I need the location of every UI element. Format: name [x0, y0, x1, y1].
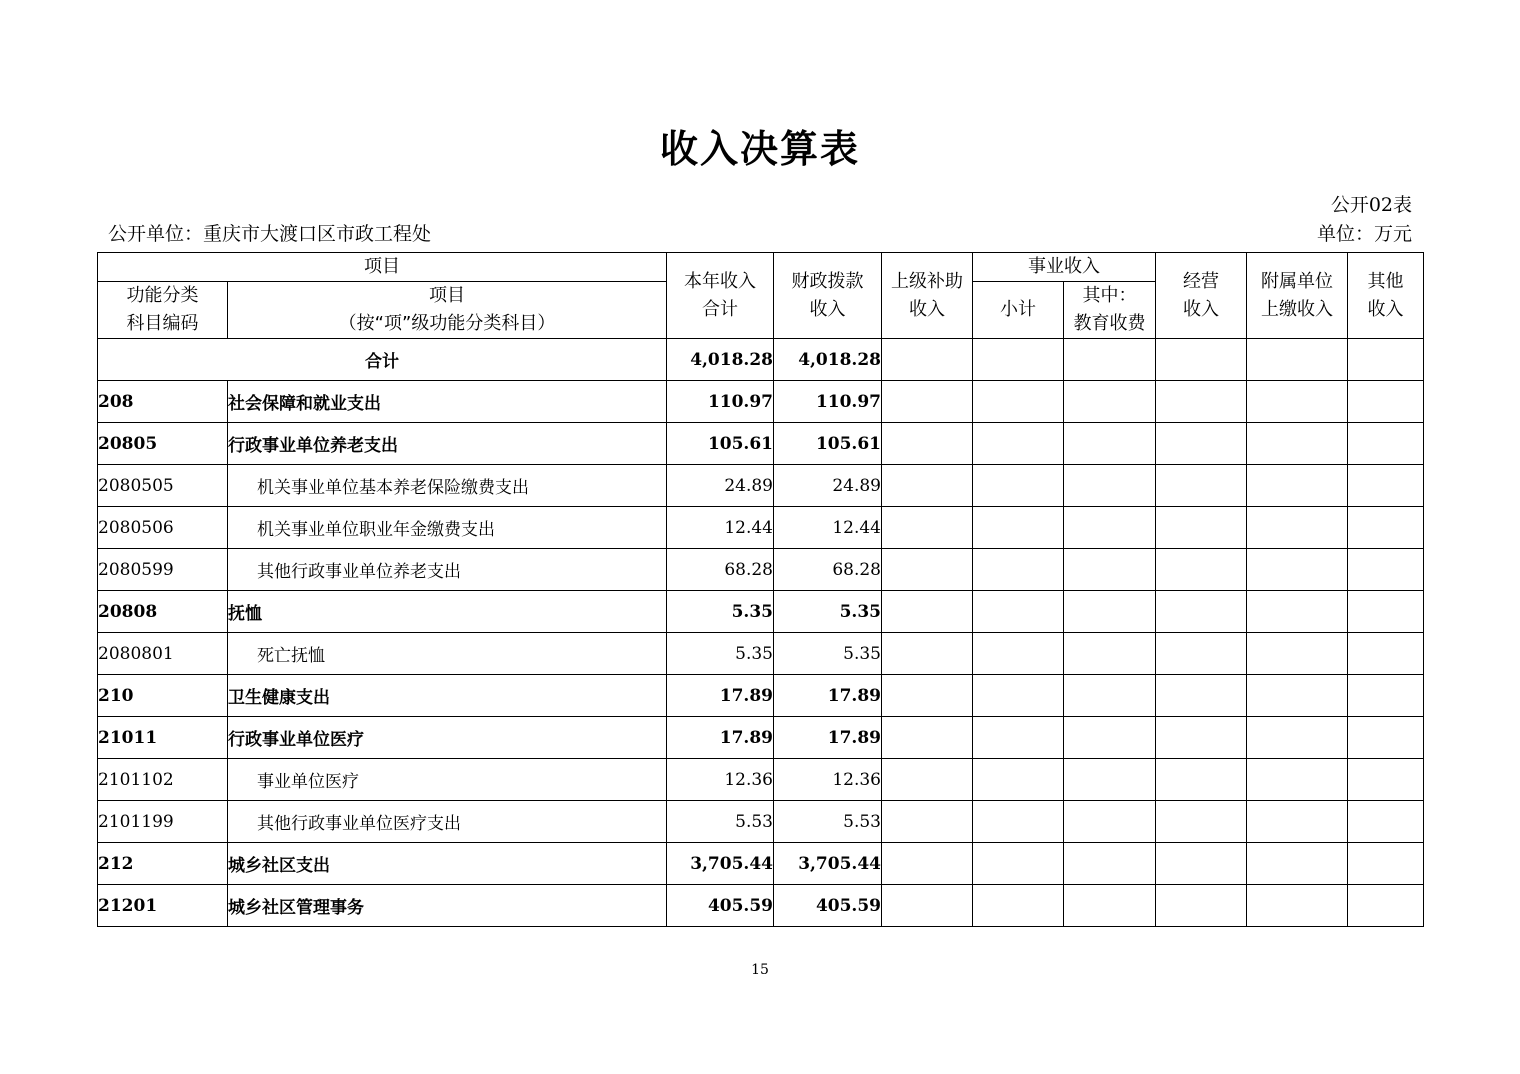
code-cell: 212: [98, 843, 228, 885]
empty-cell: [973, 843, 1064, 885]
table-row: [98, 675, 1424, 717]
empty-cell: [1247, 465, 1348, 507]
empty-cell: [973, 465, 1064, 507]
header-affiliated-unit-income: 附属单位 上缴收入: [1247, 253, 1348, 339]
empty-cell: [1247, 675, 1348, 717]
header-fiscal-appropriation: 财政拨款 收入: [774, 253, 882, 339]
empty-cell: [1064, 633, 1156, 675]
empty-cell: [1156, 633, 1247, 675]
empty-cell: [1156, 717, 1247, 759]
empty-cell: [1064, 801, 1156, 843]
table-row: [98, 843, 1424, 885]
item-name-cell: 城乡社区管理事务: [228, 885, 667, 927]
empty-cell: [1348, 507, 1424, 549]
empty-cell: [1247, 423, 1348, 465]
empty-cell: [1348, 423, 1424, 465]
header-education-fee: 其中： 教育收费: [1064, 282, 1156, 339]
empty-cell: [1064, 549, 1156, 591]
item-name-cell: 死亡抚恤: [228, 633, 667, 675]
header-project: 项目: [98, 253, 667, 282]
empty-cell: [882, 381, 973, 423]
empty-cell: [1348, 633, 1424, 675]
item-name-cell: 机关事业单位基本养老保险缴费支出: [228, 465, 667, 507]
empty-cell: [882, 843, 973, 885]
empty-cell: [1156, 885, 1247, 927]
total-label: 合计: [98, 339, 667, 381]
reporting-unit: 公开单位：重庆市大渡口区市政工程处: [108, 223, 432, 245]
code-cell: 2080801: [98, 633, 228, 675]
empty-cell: [1156, 843, 1247, 885]
total-income-cell: 405.59: [667, 885, 774, 927]
fiscal-appropriation-cell: 68.28: [774, 549, 882, 591]
total-income-cell: 24.89: [667, 465, 774, 507]
header-business-income: 事业收入: [973, 253, 1156, 282]
empty-cell: [1247, 843, 1348, 885]
item-name-cell: 行政事业单位医疗: [228, 717, 667, 759]
item-name-cell: 其他行政事业单位养老支出: [228, 549, 667, 591]
code-cell: 21201: [98, 885, 228, 927]
table-row: [98, 717, 1424, 759]
empty-cell: [1348, 381, 1424, 423]
income-settlement-table: [97, 252, 1424, 927]
fiscal-appropriation-cell: 5.35: [774, 591, 882, 633]
empty-cell: [1247, 633, 1348, 675]
empty-cell: [882, 591, 973, 633]
total-income-cell: 12.44: [667, 507, 774, 549]
empty-cell: [882, 675, 973, 717]
fiscal-appropriation-cell: 12.36: [774, 759, 882, 801]
total-income-cell: 5.35: [667, 633, 774, 675]
empty-cell: [1156, 381, 1247, 423]
total-income-cell: 12.36: [667, 759, 774, 801]
empty-cell: [1064, 507, 1156, 549]
empty-cell: [1348, 675, 1424, 717]
empty-cell: [1064, 381, 1156, 423]
total-income-cell: 17.89: [667, 717, 774, 759]
code-cell: 20805: [98, 423, 228, 465]
empty-cell: [973, 381, 1064, 423]
code-cell: 2080505: [98, 465, 228, 507]
header-other-income: 其他 收入: [1348, 253, 1424, 339]
header-total-income: 本年收入 合计: [667, 253, 774, 339]
page-number: 15: [751, 962, 769, 978]
empty-cell: [1156, 423, 1247, 465]
empty-cell: [1064, 675, 1156, 717]
table-row: [98, 885, 1424, 927]
total-income-cell: 110.97: [667, 381, 774, 423]
empty-cell: [1156, 591, 1247, 633]
empty-cell: [1156, 675, 1247, 717]
empty-cell: [882, 759, 973, 801]
item-name-cell: 行政事业单位养老支出: [228, 423, 667, 465]
table-row: [98, 591, 1424, 633]
table-row: [98, 423, 1424, 465]
total-income-cell: 5.53: [667, 801, 774, 843]
empty-cell: [882, 717, 973, 759]
code-cell: 210: [98, 675, 228, 717]
item-name-cell: 城乡社区支出: [228, 843, 667, 885]
empty-cell: [1247, 801, 1348, 843]
empty-cell: [1348, 549, 1424, 591]
empty-cell: [1156, 759, 1247, 801]
total-income-cell: 68.28: [667, 549, 774, 591]
empty-cell: [1156, 465, 1247, 507]
item-name-cell: 社会保障和就业支出: [228, 381, 667, 423]
header-subtotal: 小计: [973, 282, 1064, 339]
empty-cell: [973, 549, 1064, 591]
empty-cell: [882, 633, 973, 675]
empty-cell: [1064, 591, 1156, 633]
empty-cell: [1247, 507, 1348, 549]
empty-cell: [1156, 549, 1247, 591]
empty-cell: [973, 801, 1064, 843]
code-cell: 2101102: [98, 759, 228, 801]
header-operating-income: 经营 收入: [1156, 253, 1247, 339]
empty-cell: [882, 423, 973, 465]
item-name-cell: 其他行政事业单位医疗支出: [228, 801, 667, 843]
page-title: 收入决算表: [659, 127, 860, 171]
total-income-cell: 17.89: [667, 675, 774, 717]
table-row: [98, 465, 1424, 507]
empty-cell: [1064, 717, 1156, 759]
empty-cell: [1064, 759, 1156, 801]
fiscal-appropriation-cell: 405.59: [774, 885, 882, 927]
table-row: [98, 381, 1424, 423]
item-name-cell: 抚恤: [228, 591, 667, 633]
empty-cell: [1348, 759, 1424, 801]
empty-cell: [1064, 885, 1156, 927]
code-cell: 2080599: [98, 549, 228, 591]
empty-cell: [1156, 801, 1247, 843]
fiscal-appropriation-cell: 24.89: [774, 465, 882, 507]
empty-cell: [882, 885, 973, 927]
empty-cell: [973, 717, 1064, 759]
total-income-value: 4,018.28: [667, 339, 774, 381]
table-row: [98, 507, 1424, 549]
code-cell: 208: [98, 381, 228, 423]
empty-cell: [882, 549, 973, 591]
empty-cell: [1247, 549, 1348, 591]
total-income-cell: 3,705.44: [667, 843, 774, 885]
empty-cell: [1348, 591, 1424, 633]
empty-cell: [1156, 507, 1247, 549]
empty-cell: [1247, 381, 1348, 423]
table-row: [98, 759, 1424, 801]
item-name-cell: 卫生健康支出: [228, 675, 667, 717]
fiscal-appropriation-cell: 12.44: [774, 507, 882, 549]
item-name-cell: 事业单位医疗: [228, 759, 667, 801]
empty-cell: [1348, 801, 1424, 843]
empty-cell: [1348, 843, 1424, 885]
empty-cell: [973, 423, 1064, 465]
fiscal-appropriation-cell: 17.89: [774, 675, 882, 717]
empty-cell: [973, 675, 1064, 717]
currency-unit: 单位：万元: [1316, 223, 1412, 245]
empty-cell: [1348, 717, 1424, 759]
empty-cell: [1064, 423, 1156, 465]
empty-cell: [1064, 465, 1156, 507]
empty-cell: [1064, 843, 1156, 885]
fiscal-appropriation-cell: 5.53: [774, 801, 882, 843]
empty-cell: [1247, 591, 1348, 633]
table-row: [98, 633, 1424, 675]
table-row: [98, 801, 1424, 843]
total-fiscal-value: 4,018.28: [774, 339, 882, 381]
code-cell: 21011: [98, 717, 228, 759]
code-cell: 2101199: [98, 801, 228, 843]
empty-cell: [882, 465, 973, 507]
empty-cell: [1247, 759, 1348, 801]
total-income-cell: 105.61: [667, 423, 774, 465]
empty-cell: [1247, 717, 1348, 759]
item-name-cell: 机关事业单位职业年金缴费支出: [228, 507, 667, 549]
empty-cell: [1348, 465, 1424, 507]
fiscal-appropriation-cell: 3,705.44: [774, 843, 882, 885]
code-cell: 20808: [98, 591, 228, 633]
header-item-name: 项目 （按“项”级功能分类科目）: [228, 282, 667, 339]
fiscal-appropriation-cell: 110.97: [774, 381, 882, 423]
empty-cell: [973, 885, 1064, 927]
fiscal-appropriation-cell: 105.61: [774, 423, 882, 465]
empty-cell: [973, 507, 1064, 549]
empty-cell: [973, 633, 1064, 675]
fiscal-appropriation-cell: 5.35: [774, 633, 882, 675]
fiscal-appropriation-cell: 17.89: [774, 717, 882, 759]
empty-cell: [882, 801, 973, 843]
empty-cell: [973, 759, 1064, 801]
header-superior-subsidy: 上级补助 收入: [882, 253, 973, 339]
form-number: 公开02表: [1330, 194, 1412, 216]
table-row: [98, 549, 1424, 591]
empty-cell: [1348, 885, 1424, 927]
empty-cell: [882, 507, 973, 549]
header-function-code: 功能分类 科目编码: [98, 282, 228, 339]
code-cell: 2080506: [98, 507, 228, 549]
total-row: [98, 339, 1424, 381]
empty-cell: [1247, 885, 1348, 927]
empty-cell: [973, 591, 1064, 633]
total-income-cell: 5.35: [667, 591, 774, 633]
